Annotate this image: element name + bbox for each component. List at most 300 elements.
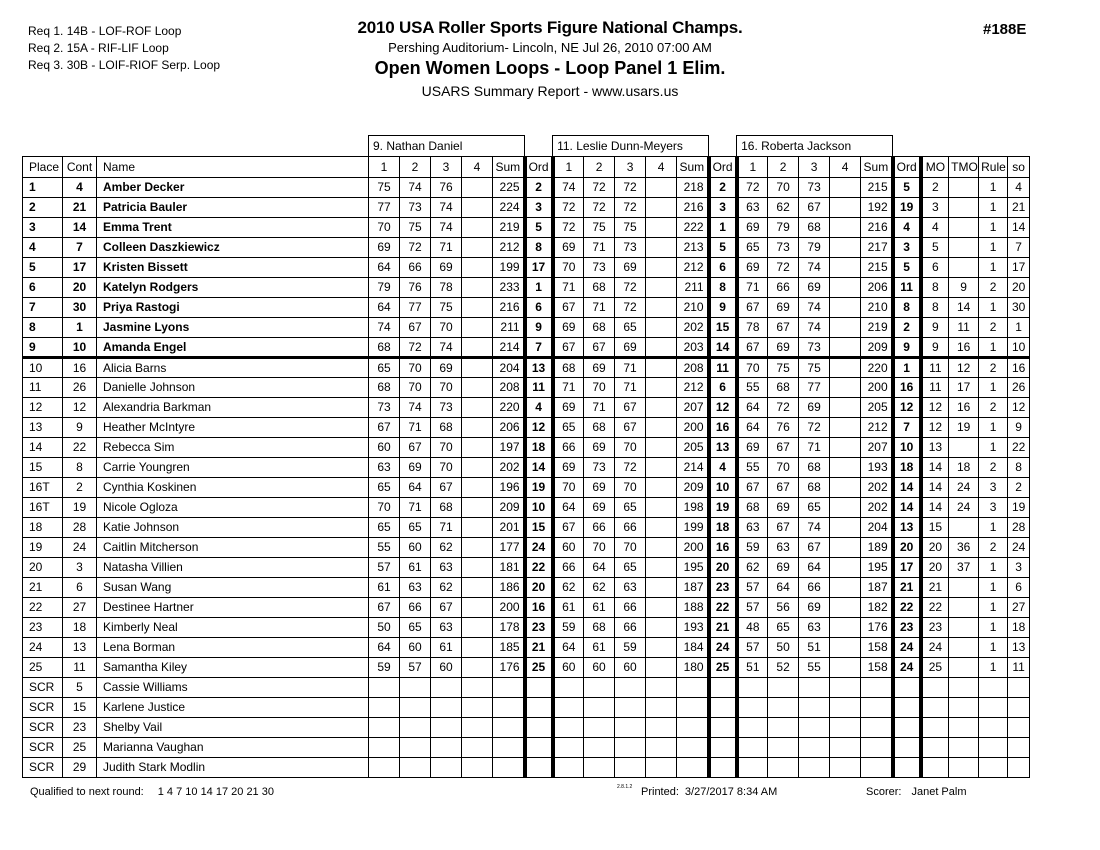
score-cell: 67 bbox=[768, 478, 799, 498]
mo-cell: 9 bbox=[921, 318, 949, 338]
score-cell: 65 bbox=[737, 238, 768, 258]
mo-cell bbox=[921, 678, 949, 698]
score-cell: 68 bbox=[431, 498, 462, 518]
score-cell: 70 bbox=[431, 318, 462, 338]
score-cell bbox=[830, 578, 861, 598]
score-cell: 73 bbox=[584, 258, 615, 278]
score-cell bbox=[646, 438, 677, 458]
mo-cell bbox=[921, 758, 949, 778]
rule-cell: 2 bbox=[979, 458, 1008, 478]
sum-cell: 222 bbox=[677, 218, 709, 238]
ordinal-cell: 2 bbox=[709, 178, 737, 198]
ordinal-cell: 19 bbox=[893, 198, 921, 218]
score-cell: 76 bbox=[768, 418, 799, 438]
mo-cell: 8 bbox=[921, 298, 949, 318]
so-cell: 8 bbox=[1008, 458, 1030, 478]
rule-cell: 1 bbox=[979, 178, 1008, 198]
rule-cell: 1 bbox=[979, 578, 1008, 598]
contestant-number-cell: 25 bbox=[63, 738, 97, 758]
contestant-number-cell: 2 bbox=[63, 478, 97, 498]
requirement-line-1: Req 1. 14B - LOF-ROF Loop bbox=[28, 24, 182, 38]
score-cell: 75 bbox=[431, 298, 462, 318]
sum-cell: 200 bbox=[861, 378, 893, 398]
score-header: 2 bbox=[768, 157, 799, 178]
ordinal-cell bbox=[893, 758, 921, 778]
sum-cell: 176 bbox=[861, 618, 893, 638]
contestant-number-cell: 10 bbox=[63, 338, 97, 358]
ordinal-cell: 11 bbox=[709, 358, 737, 378]
name-cell: Amanda Engel bbox=[97, 338, 369, 358]
contestant-number-cell: 26 bbox=[63, 378, 97, 398]
cont-header: Cont bbox=[63, 157, 97, 178]
score-cell: 59 bbox=[369, 658, 400, 678]
rule-cell: 1 bbox=[979, 558, 1008, 578]
table-row bbox=[23, 298, 1030, 318]
table-row bbox=[23, 558, 1030, 578]
table-row bbox=[23, 218, 1030, 238]
score-cell bbox=[646, 198, 677, 218]
score-cell bbox=[646, 738, 677, 758]
ordinal-cell: 15 bbox=[709, 318, 737, 338]
ordinal-cell: 14 bbox=[525, 458, 553, 478]
score-cell: 71 bbox=[584, 298, 615, 318]
rule-cell: 1 bbox=[979, 238, 1008, 258]
ordinal-cell: 8 bbox=[709, 278, 737, 298]
score-cell: 72 bbox=[615, 298, 646, 318]
score-cell: 70 bbox=[431, 438, 462, 458]
score-header: 1 bbox=[737, 157, 768, 178]
name-cell: Nicole Ogloza bbox=[97, 498, 369, 518]
sum-cell: 212 bbox=[493, 238, 525, 258]
table-row bbox=[23, 738, 1030, 758]
ordinal-cell: 24 bbox=[525, 538, 553, 558]
score-cell bbox=[462, 398, 493, 418]
contestant-number-cell: 1 bbox=[63, 318, 97, 338]
name-cell: Katelyn Rodgers bbox=[97, 278, 369, 298]
score-cell: 72 bbox=[553, 198, 584, 218]
score-cell bbox=[584, 758, 615, 778]
score-cell: 75 bbox=[400, 218, 431, 238]
score-header: 1 bbox=[553, 157, 584, 178]
sum-cell: 182 bbox=[861, 598, 893, 618]
tmo-cell bbox=[949, 238, 979, 258]
score-cell: 76 bbox=[400, 278, 431, 298]
ordinal-cell bbox=[709, 758, 737, 778]
sum-cell: 205 bbox=[677, 438, 709, 458]
score-cell: 72 bbox=[737, 178, 768, 198]
score-cell: 74 bbox=[799, 258, 830, 278]
score-cell: 69 bbox=[737, 438, 768, 458]
score-cell: 73 bbox=[584, 458, 615, 478]
score-cell: 57 bbox=[400, 658, 431, 678]
score-cell: 76 bbox=[431, 178, 462, 198]
score-cell: 67 bbox=[553, 338, 584, 358]
place-cell: 13 bbox=[23, 418, 63, 438]
rule-cell: 1 bbox=[979, 658, 1008, 678]
score-cell: 67 bbox=[615, 418, 646, 438]
score-cell: 65 bbox=[369, 518, 400, 538]
sum-cell: 216 bbox=[493, 298, 525, 318]
sum-cell: 193 bbox=[861, 458, 893, 478]
tmo-cell bbox=[949, 738, 979, 758]
name-cell: Amber Decker bbox=[97, 178, 369, 198]
sum-cell: 189 bbox=[861, 538, 893, 558]
score-cell: 66 bbox=[400, 258, 431, 278]
score-cell bbox=[737, 758, 768, 778]
so-cell: 20 bbox=[1008, 278, 1030, 298]
ordinal-cell bbox=[709, 738, 737, 758]
ordinal-cell bbox=[893, 678, 921, 698]
ordinal-cell: 22 bbox=[525, 558, 553, 578]
mo-cell: 25 bbox=[921, 658, 949, 678]
mo-cell: 14 bbox=[921, 478, 949, 498]
score-cell bbox=[768, 718, 799, 738]
place-cell: 15 bbox=[23, 458, 63, 478]
score-cell: 50 bbox=[369, 618, 400, 638]
score-cell bbox=[462, 498, 493, 518]
column-header-row bbox=[23, 157, 1030, 178]
so-cell: 7 bbox=[1008, 238, 1030, 258]
contestant-number-cell: 16 bbox=[63, 358, 97, 378]
score-cell bbox=[830, 298, 861, 318]
score-cell: 70 bbox=[584, 378, 615, 398]
qualified-line bbox=[30, 786, 274, 798]
tmo-cell bbox=[949, 178, 979, 198]
ordinal-cell: 18 bbox=[525, 438, 553, 458]
sum-cell: 177 bbox=[493, 538, 525, 558]
score-cell: 66 bbox=[615, 518, 646, 538]
place-cell: 4 bbox=[23, 238, 63, 258]
score-cell: 63 bbox=[369, 458, 400, 478]
rule-cell: 2 bbox=[979, 538, 1008, 558]
name-cell: Priya Rastogi bbox=[97, 298, 369, 318]
score-cell: 64 bbox=[400, 478, 431, 498]
mo-cell: 8 bbox=[921, 278, 949, 298]
name-cell: Natasha Villien bbox=[97, 558, 369, 578]
score-cell: 72 bbox=[615, 178, 646, 198]
score-cell: 69 bbox=[615, 338, 646, 358]
name-cell: Heather McIntyre bbox=[97, 418, 369, 438]
score-cell: 69 bbox=[737, 218, 768, 238]
score-cell: 60 bbox=[553, 538, 584, 558]
score-cell bbox=[646, 218, 677, 238]
tmo-cell bbox=[949, 518, 979, 538]
score-cell: 70 bbox=[369, 498, 400, 518]
sum-cell: 184 bbox=[677, 638, 709, 658]
tmo-cell bbox=[949, 618, 979, 638]
rule-cell: 3 bbox=[979, 498, 1008, 518]
score-cell: 73 bbox=[369, 398, 400, 418]
score-cell bbox=[462, 698, 493, 718]
contestant-number-cell: 27 bbox=[63, 598, 97, 618]
score-cell: 66 bbox=[584, 518, 615, 538]
table-row bbox=[23, 718, 1030, 738]
ordinal-cell: 16 bbox=[709, 538, 737, 558]
mo-cell: 12 bbox=[921, 418, 949, 438]
score-cell: 65 bbox=[400, 518, 431, 538]
score-cell: 71 bbox=[553, 278, 584, 298]
rule-cell: 1 bbox=[979, 258, 1008, 278]
score-cell: 63 bbox=[431, 558, 462, 578]
score-cell: 66 bbox=[553, 558, 584, 578]
tmo-cell: 16 bbox=[949, 398, 979, 418]
ordinal-cell: 4 bbox=[893, 218, 921, 238]
score-cell: 56 bbox=[768, 598, 799, 618]
place-cell: SCR bbox=[23, 758, 63, 778]
sum-cell: 207 bbox=[677, 398, 709, 418]
sum-cell bbox=[493, 718, 525, 738]
ordinal-cell: 20 bbox=[525, 578, 553, 598]
so-cell bbox=[1008, 738, 1030, 758]
score-cell: 65 bbox=[768, 618, 799, 638]
score-cell bbox=[830, 338, 861, 358]
name-cell: Judith Stark Modlin bbox=[97, 758, 369, 778]
tmo-cell: 19 bbox=[949, 418, 979, 438]
score-cell bbox=[462, 218, 493, 238]
mo-cell: 20 bbox=[921, 558, 949, 578]
place-cell: 16T bbox=[23, 498, 63, 518]
tmo-cell: 24 bbox=[949, 498, 979, 518]
score-cell bbox=[646, 418, 677, 438]
tmo-cell bbox=[949, 658, 979, 678]
sum-cell: 181 bbox=[493, 558, 525, 578]
score-cell: 70 bbox=[553, 258, 584, 278]
so-cell: 30 bbox=[1008, 298, 1030, 318]
ordinal-cell: 6 bbox=[709, 258, 737, 278]
ordinal-cell: 19 bbox=[525, 478, 553, 498]
score-cell bbox=[646, 258, 677, 278]
mo-cell: 9 bbox=[921, 338, 949, 358]
score-cell bbox=[768, 758, 799, 778]
contestant-number-cell: 14 bbox=[63, 218, 97, 238]
sum-cell: 209 bbox=[493, 498, 525, 518]
score-cell bbox=[646, 298, 677, 318]
sum-cell: 178 bbox=[493, 618, 525, 638]
score-cell bbox=[462, 198, 493, 218]
score-cell: 72 bbox=[799, 418, 830, 438]
ordinal-cell: 12 bbox=[893, 398, 921, 418]
score-cell bbox=[462, 718, 493, 738]
mo-cell: 11 bbox=[921, 358, 949, 378]
score-cell bbox=[830, 658, 861, 678]
score-cell bbox=[646, 618, 677, 638]
score-cell: 65 bbox=[553, 418, 584, 438]
score-cell: 70 bbox=[553, 478, 584, 498]
contestant-number-cell: 8 bbox=[63, 458, 97, 478]
score-cell bbox=[462, 378, 493, 398]
rule-cell: 1 bbox=[979, 218, 1008, 238]
ordinal-cell: 8 bbox=[893, 298, 921, 318]
ordinal-cell: 24 bbox=[709, 638, 737, 658]
score-cell bbox=[553, 678, 584, 698]
ordinal-cell: 9 bbox=[525, 318, 553, 338]
score-cell: 77 bbox=[799, 378, 830, 398]
mo-cell bbox=[921, 738, 949, 758]
sum-cell: 219 bbox=[493, 218, 525, 238]
tmo-cell: 17 bbox=[949, 378, 979, 398]
sum-cell: 187 bbox=[861, 578, 893, 598]
score-cell: 69 bbox=[553, 238, 584, 258]
score-cell bbox=[584, 718, 615, 738]
score-cell: 72 bbox=[615, 458, 646, 478]
sum-cell: 209 bbox=[677, 478, 709, 498]
score-cell: 65 bbox=[615, 318, 646, 338]
sum-cell bbox=[677, 698, 709, 718]
table-row bbox=[23, 578, 1030, 598]
sum-cell: 212 bbox=[861, 418, 893, 438]
score-cell: 72 bbox=[768, 398, 799, 418]
score-cell bbox=[431, 678, 462, 698]
ordinal-cell: 20 bbox=[893, 538, 921, 558]
score-cell: 61 bbox=[400, 558, 431, 578]
contestant-number-cell: 18 bbox=[63, 618, 97, 638]
score-cell: 57 bbox=[369, 558, 400, 578]
name-cell: Alexandria Barkman bbox=[97, 398, 369, 418]
score-cell: 48 bbox=[737, 618, 768, 638]
score-cell bbox=[830, 458, 861, 478]
score-cell bbox=[768, 698, 799, 718]
ordinal-cell: 4 bbox=[525, 398, 553, 418]
score-cell bbox=[369, 678, 400, 698]
blank-cell bbox=[921, 136, 1030, 157]
sum-cell: 195 bbox=[677, 558, 709, 578]
so-cell: 28 bbox=[1008, 518, 1030, 538]
score-cell bbox=[462, 658, 493, 678]
score-cell: 67 bbox=[369, 418, 400, 438]
ordinal-cell bbox=[893, 698, 921, 718]
so-cell: 4 bbox=[1008, 178, 1030, 198]
score-cell: 73 bbox=[799, 338, 830, 358]
table-row bbox=[23, 638, 1030, 658]
score-cell: 64 bbox=[737, 418, 768, 438]
score-cell: 70 bbox=[584, 538, 615, 558]
ordinal-cell: 3 bbox=[709, 198, 737, 218]
ordinal-cell: 2 bbox=[893, 318, 921, 338]
score-cell: 63 bbox=[737, 518, 768, 538]
score-header: 4 bbox=[830, 157, 861, 178]
score-cell bbox=[830, 258, 861, 278]
score-cell bbox=[646, 558, 677, 578]
rule-cell: 1 bbox=[979, 298, 1008, 318]
score-header: 4 bbox=[462, 157, 493, 178]
score-cell: 71 bbox=[431, 518, 462, 538]
sum-cell: 224 bbox=[493, 198, 525, 218]
so-cell: 6 bbox=[1008, 578, 1030, 598]
place-cell: 2 bbox=[23, 198, 63, 218]
score-cell bbox=[646, 478, 677, 498]
ordinal-cell bbox=[709, 718, 737, 738]
contestant-number-cell: 30 bbox=[63, 298, 97, 318]
report-subtitle: USARS Summary Report - www.usars.us bbox=[421, 83, 679, 99]
score-cell: 70 bbox=[431, 458, 462, 478]
rule-cell: 1 bbox=[979, 338, 1008, 358]
score-cell: 65 bbox=[615, 498, 646, 518]
ordinal-cell bbox=[893, 718, 921, 738]
table-row bbox=[23, 758, 1030, 778]
table-row bbox=[23, 418, 1030, 438]
score-cell bbox=[584, 698, 615, 718]
score-cell: 55 bbox=[737, 378, 768, 398]
score-cell: 67 bbox=[799, 538, 830, 558]
ordinal-cell: 5 bbox=[709, 238, 737, 258]
score-cell bbox=[830, 178, 861, 198]
score-cell bbox=[830, 758, 861, 778]
score-cell: 60 bbox=[615, 658, 646, 678]
score-cell: 69 bbox=[369, 238, 400, 258]
ordinal-cell: 11 bbox=[525, 378, 553, 398]
score-cell: 67 bbox=[400, 318, 431, 338]
score-cell bbox=[462, 638, 493, 658]
rule-cell: 2 bbox=[979, 278, 1008, 298]
sum-cell: 205 bbox=[861, 398, 893, 418]
score-cell bbox=[400, 718, 431, 738]
score-cell bbox=[799, 698, 830, 718]
score-cell: 69 bbox=[431, 258, 462, 278]
name-cell: Jasmine Lyons bbox=[97, 318, 369, 338]
score-cell: 61 bbox=[553, 598, 584, 618]
sum-cell: 200 bbox=[677, 538, 709, 558]
score-cell: 74 bbox=[799, 298, 830, 318]
score-cell: 74 bbox=[400, 398, 431, 418]
sum-cell: 233 bbox=[493, 278, 525, 298]
score-cell: 75 bbox=[369, 178, 400, 198]
sum-cell: 208 bbox=[677, 358, 709, 378]
name-cell: Alicia Barns bbox=[97, 358, 369, 378]
requirement-line-3: Req 3. 30B - LOIF-RIOF Serp. Loop bbox=[28, 58, 221, 72]
sum-cell: 225 bbox=[493, 178, 525, 198]
so-cell bbox=[1008, 678, 1030, 698]
score-cell: 73 bbox=[615, 238, 646, 258]
score-cell bbox=[584, 678, 615, 698]
ordinal-cell: 21 bbox=[525, 638, 553, 658]
table-row bbox=[23, 498, 1030, 518]
score-cell: 79 bbox=[799, 238, 830, 258]
score-cell: 65 bbox=[400, 618, 431, 638]
judge-name-cell-3: 16. Roberta Jackson bbox=[737, 136, 893, 157]
score-cell: 65 bbox=[799, 498, 830, 518]
place-cell: 3 bbox=[23, 218, 63, 238]
score-cell bbox=[462, 278, 493, 298]
score-cell bbox=[646, 698, 677, 718]
score-cell: 75 bbox=[799, 358, 830, 378]
ordinal-cell: 22 bbox=[709, 598, 737, 618]
tmo-cell bbox=[949, 198, 979, 218]
contestant-number-cell: 7 bbox=[63, 238, 97, 258]
score-cell bbox=[584, 738, 615, 758]
score-cell bbox=[799, 678, 830, 698]
place-header: Place bbox=[23, 157, 63, 178]
score-cell bbox=[646, 378, 677, 398]
mo-cell: 24 bbox=[921, 638, 949, 658]
sum-cell bbox=[861, 698, 893, 718]
sum-cell: 211 bbox=[677, 278, 709, 298]
score-cell bbox=[462, 418, 493, 438]
score-cell: 67 bbox=[553, 298, 584, 318]
ordinal-cell: 9 bbox=[893, 338, 921, 358]
blank-cell bbox=[709, 136, 737, 157]
score-cell: 55 bbox=[799, 658, 830, 678]
score-cell bbox=[646, 678, 677, 698]
score-cell bbox=[462, 178, 493, 198]
rule-cell: 1 bbox=[979, 198, 1008, 218]
score-cell: 61 bbox=[431, 638, 462, 658]
name-cell: Karlene Justice bbox=[97, 698, 369, 718]
score-cell: 62 bbox=[737, 558, 768, 578]
score-cell bbox=[462, 598, 493, 618]
so-cell bbox=[1008, 718, 1030, 738]
score-cell: 69 bbox=[768, 498, 799, 518]
printed-line bbox=[641, 786, 777, 798]
